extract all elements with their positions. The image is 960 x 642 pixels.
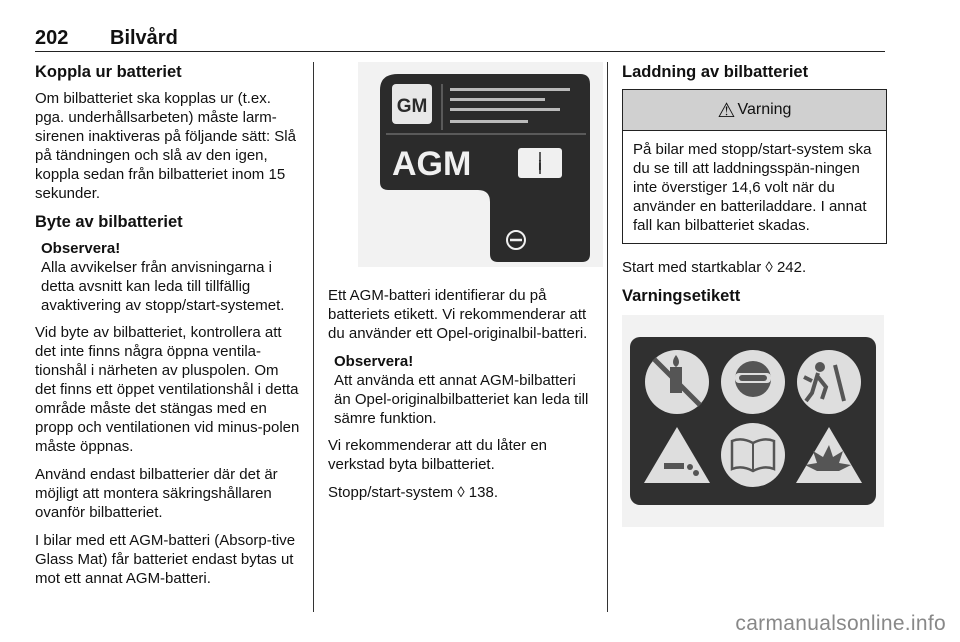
section-title: Bilvård bbox=[110, 27, 178, 49]
paragraph-agm-label: Ett AGM-batteri identifierar du på batteriets etikett. Vi rekommenderar att du använder ett Opel-originalbil-batteri. bbox=[328, 287, 588, 342]
column-left bbox=[35, 62, 300, 597]
warning-triangle-icon: ⚠ bbox=[717, 99, 736, 122]
watermark: carmanualsonline.info bbox=[735, 612, 946, 635]
warning-box bbox=[622, 89, 887, 244]
warning-label-image bbox=[622, 315, 884, 527]
heading-replace-battery: Byte av bilbatteriet bbox=[35, 213, 183, 231]
paragraph-stopstart-ref: Stopp/start-system ◊ 138. bbox=[328, 484, 498, 501]
heading-charging: Laddning av bilbatteriet bbox=[622, 63, 809, 81]
column-middle bbox=[328, 62, 593, 511]
page-number: 202 bbox=[35, 27, 69, 49]
note-title: Observera! bbox=[334, 353, 414, 370]
warning-body: På bilar med stopp/start-system ska du se till att laddningsspän-ningen inte överstiger 14,6 volt när du använder en batteriladdare. I annat fall kan bilbatteriet skadas. bbox=[633, 141, 872, 234]
paragraph-jump-start-ref: Start med startkablar ◊ 242. bbox=[622, 259, 807, 276]
column-right bbox=[622, 62, 887, 532]
paragraph-fuse-holder: Använd endast bilbatterier där det är möjligt att montera säkringshållaren ovanför bilbatteriet. bbox=[35, 466, 278, 521]
agm-battery-label-image bbox=[358, 62, 603, 267]
note-box bbox=[41, 239, 300, 315]
heading-disconnect-battery: Koppla ur batteriet bbox=[35, 63, 182, 81]
note-box bbox=[334, 352, 593, 428]
paragraph-agm: I bilar med ett AGM-batteri (Absorp-tive Glass Mat) får batteriet endast bytas ut mot ett annat AGM-batteri. bbox=[35, 532, 296, 587]
column-divider bbox=[607, 62, 608, 612]
warning-header bbox=[623, 90, 886, 131]
gm-logo-text: GM bbox=[396, 96, 428, 117]
agm-text: AGM bbox=[392, 145, 472, 183]
column-divider bbox=[313, 62, 314, 612]
paragraph-ventilation: Vid byte av bilbatteriet, kontrollera att det inte finns några öppna ventila-tionshål i närheten av pluspolen. Om det finns ett öppet ventilationshål i detta område måste det stängas med en propp och ventilationen vid minus-polen måste öppnas. bbox=[35, 324, 300, 455]
read-manual-icon bbox=[721, 423, 785, 487]
heading-warning-label: Varningsetikett bbox=[622, 287, 741, 305]
svg-text:i: i bbox=[538, 157, 542, 173]
paragraph-disconnect: Om bilbatteriet ska kopplas ur (t.ex. pga. underhållsarbeten) måste larm-sirenen inaktiveras på följande sätt: Slå på tändningen och slå av den igen, koppla sedan från bilbatteriet inom 15 sekunder. bbox=[35, 90, 296, 202]
eye-protection-icon bbox=[721, 350, 785, 414]
no-fire-icon bbox=[645, 350, 709, 414]
note-body: Alla avvikelser från anvisningarna i detta avsnitt kan leda till tillfällig avaktivering av stopp/start-systemet. bbox=[41, 259, 285, 314]
note-body: Att använda ett annat AGM-bilbatteri än Opel-originalbilbatteriet kan leda till sämre funktion. bbox=[334, 372, 589, 427]
note-title: Observera! bbox=[41, 240, 121, 257]
paragraph-workshop: Vi rekommenderar att du låter en verkstad byta bilbatteriet. bbox=[328, 437, 548, 473]
keep-children-away-icon bbox=[797, 350, 861, 414]
warning-title: Varning bbox=[737, 101, 792, 118]
page-header bbox=[35, 27, 885, 52]
